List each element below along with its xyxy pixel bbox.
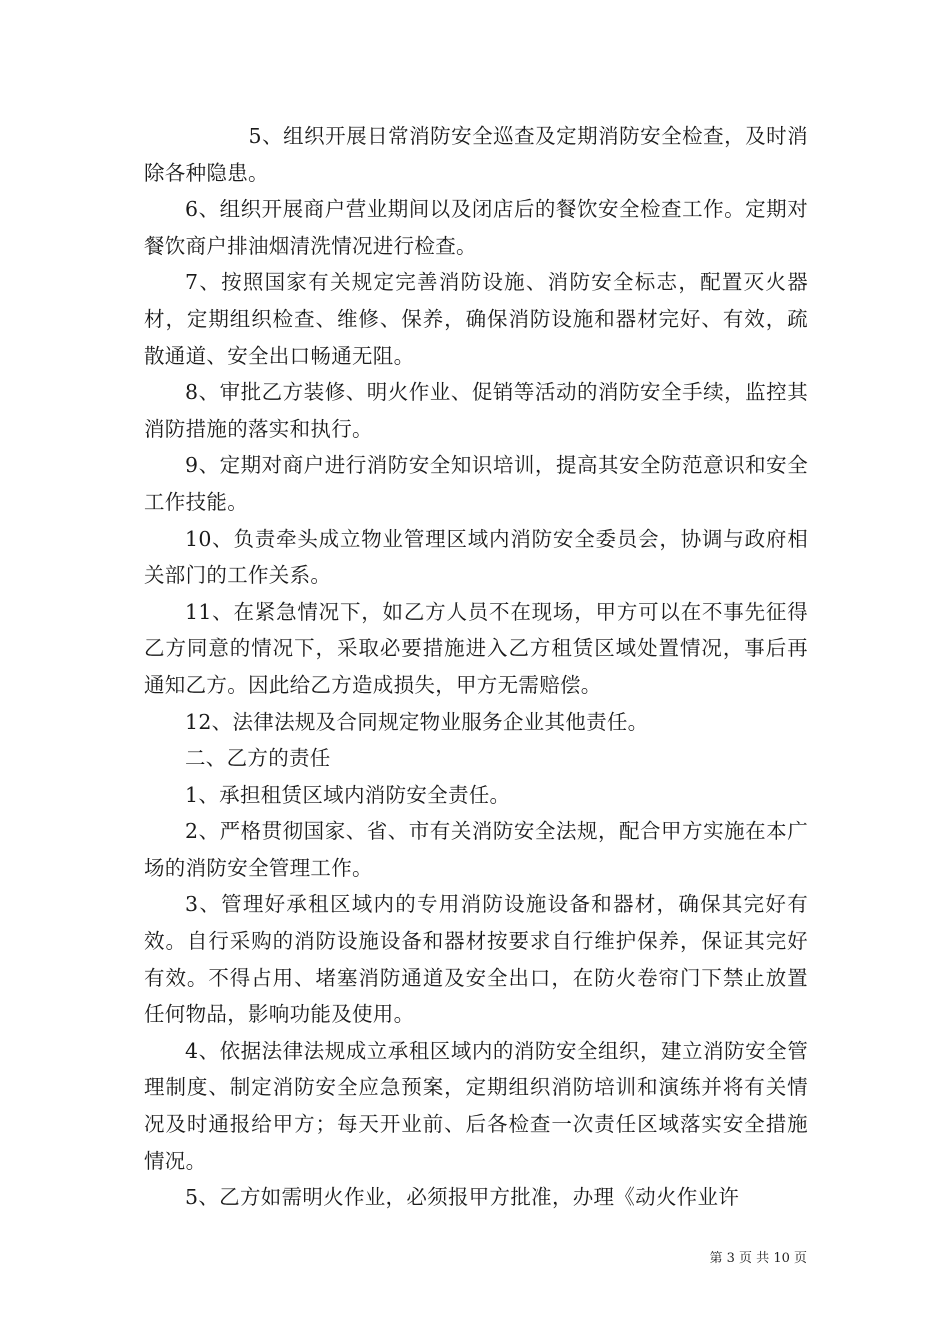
paragraph-9: 1、承担租赁区域内消防安全责任。 (185, 782, 511, 807)
document-body (144, 118, 808, 1216)
page-number-footer: 第 3 页 共 10 页 (709, 1251, 807, 1266)
paragraph-5: 9、定期对商户进行消防安全知识培训，提高其安全防范意识和安全工作技能。 (144, 453, 808, 514)
paragraph-10: 2、严格贯彻国家、省、市有关消防安全法规，配合甲方实施在本广场的消防安全管理工作。 (144, 819, 808, 880)
paragraph-1: 5、组织开展日常消防安全巡查及定期消防安全检查，及时消除各种隐患。 (144, 124, 808, 185)
paragraph-2: 6、组织开展商户营业期间以及闭店后的餐饮安全检查工作。定期对餐饮商户排油烟清洗情况进行检查。 (144, 197, 808, 258)
paragraph-11: 3、管理好承租区域内的专用消防设施设备和器材，确保其完好有效。自行采购的消防设施设备和器材按要求自行维护保养，保证其完好有效。不得占用、堵塞消防通道及安全出口，在防火卷帘门下禁止放置任何物品，影响功能及使用。 (144, 892, 808, 1027)
paragraph-12: 4、依据法律法规成立承租区域内的消防安全组织，建立消防安全管理制度、制定消防安全应急预案，定期组织消防培训和演练并将有关情况及时通报给甲方；每天开业前、后各检查一次责任区域落实安全措施情况。 (144, 1038, 808, 1173)
paragraph-13: 5、乙方如需明火作业，必须报甲方批准，办理《动火作业许 (185, 1185, 740, 1210)
section-heading: 二、乙方的责任 (185, 746, 331, 771)
paragraph-8: 12、法律法规及合同规定物业服务企业其他责任。 (185, 709, 649, 734)
paragraph-7: 11、在紧急情况下，如乙方人员不在现场，甲方可以在不事先征得乙方同意的情况下，采取必要措施进入乙方租赁区域处置情况，事后再通知乙方。因此给乙方造成损失，甲方无需赔偿。 (144, 599, 808, 697)
paragraph-3: 7、按照国家有关规定完善消防设施、消防安全标志，配置灭火器材，定期组织检查、维修、保养，确保消防设施和器材完好、有效，疏散通道、安全出口畅通无阻。 (144, 270, 808, 368)
paragraph-4: 8、审批乙方装修、明火作业、促销等活动的消防安全手续，监控其消防措施的落实和执行。 (144, 380, 808, 441)
paragraph-6: 10、负责牵头成立物业管理区域内消防安全委员会，协调与政府相关部门的工作关系。 (144, 526, 808, 588)
